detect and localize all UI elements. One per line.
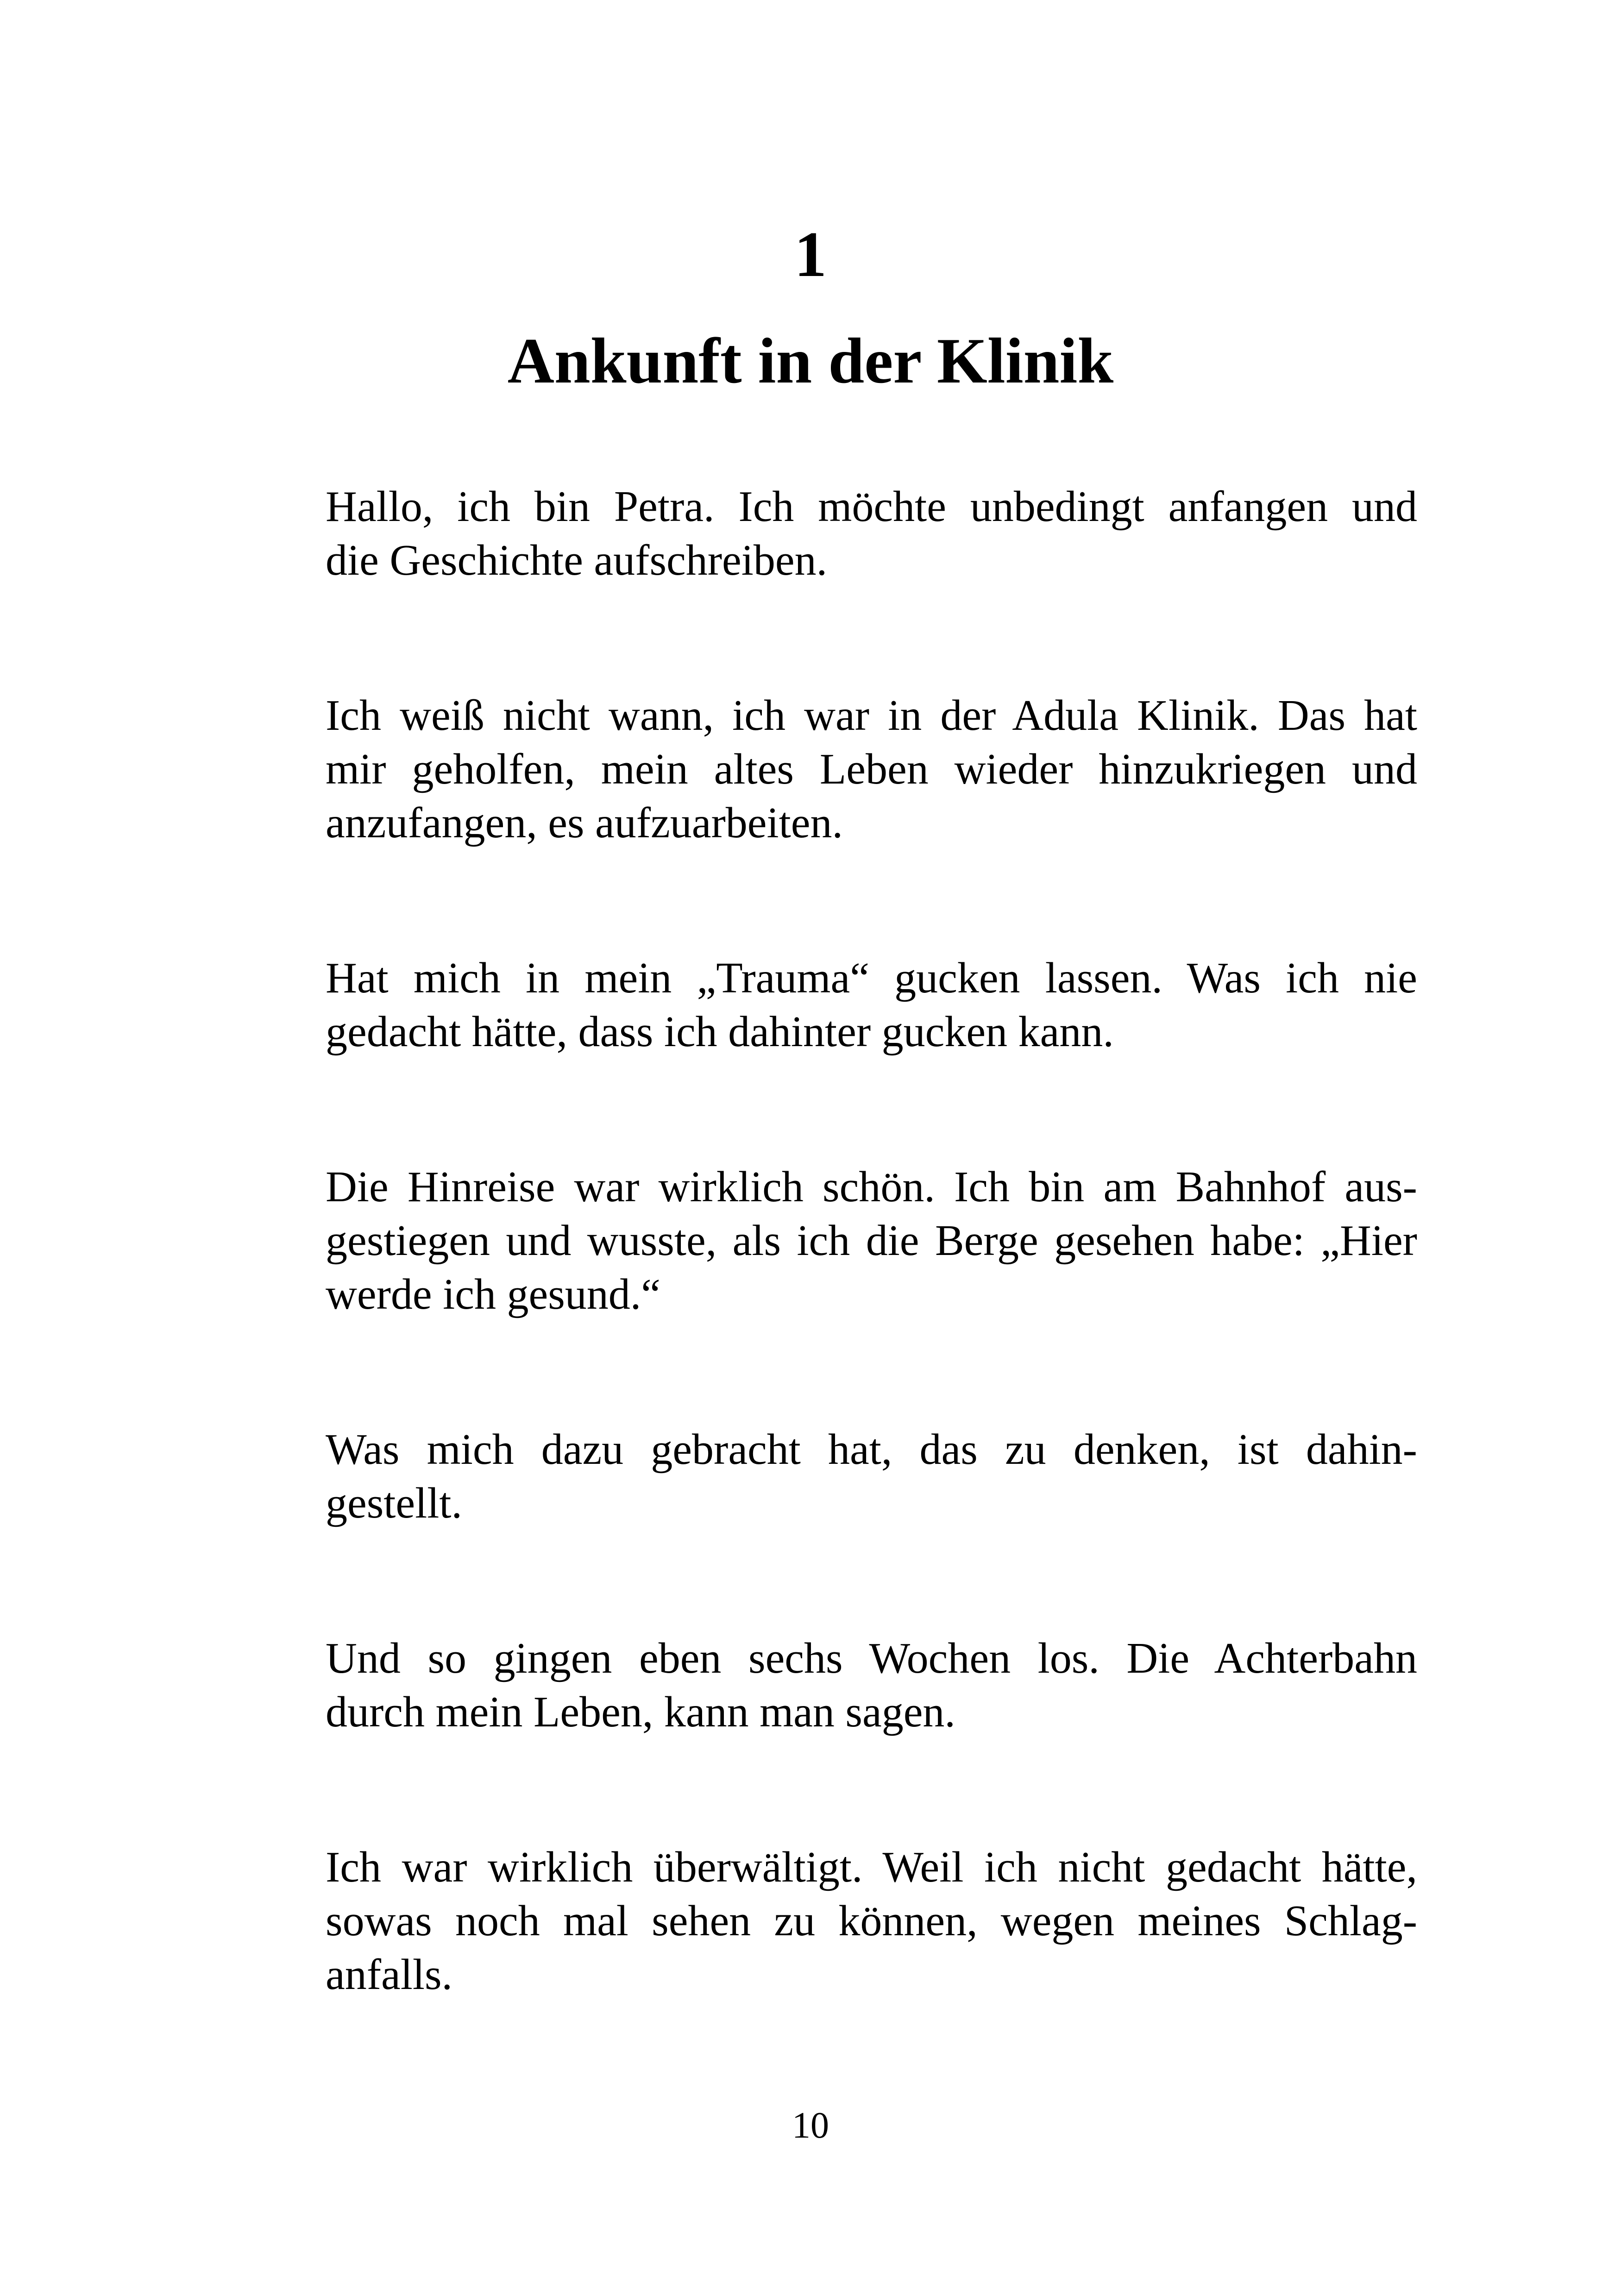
text-line: mir geholfen, mein altes Leben wieder hinzukriegen und <box>326 745 1417 793</box>
paragraph <box>271 1423 1417 1530</box>
paragraph <box>271 1840 1417 2001</box>
text-line: werde ich gesund.“ <box>326 1270 660 1318</box>
text-line: Was mich dazu gebracht hat, das zu denken, ist dahin- <box>326 1425 1417 1474</box>
page-number: 10 <box>792 2105 829 2146</box>
text-line: anzufangen, es aufzuarbeiten. <box>326 799 843 847</box>
text-line: gestiegen und wusste, als ich die Berge gesehen habe: „Hier <box>326 1217 1417 1265</box>
paragraph <box>271 1160 1417 1321</box>
text-line: durch mein Leben, kann man sagen. <box>326 1688 955 1736</box>
paragraph <box>271 480 1417 587</box>
text-line: anfalls. <box>326 1951 453 1999</box>
paragraph <box>271 1631 1417 1739</box>
text-line: die Geschichte aufschreiben. <box>326 536 828 584</box>
text-line: Die Hinreise war wirklich schön. Ich bin am Bahnhof aus- <box>326 1163 1417 1211</box>
text-line: Hat mich in mein „Trauma“ gucken lassen. Was ich nie <box>326 954 1417 1002</box>
text-line: sowas noch mal sehen zu können, wegen meines Schlag- <box>326 1897 1417 1945</box>
text-line: Und so gingen eben sechs Wochen los. Die Achterbahn <box>326 1634 1417 1682</box>
chapter-title: Ankunft in der Klinik <box>507 325 1114 397</box>
body-text <box>271 480 1417 2103</box>
text-line: Hallo, ich bin Petra. Ich möchte unbedingt anfangen und <box>326 483 1417 531</box>
text-line: Ich war wirklich überwältigt. Weil ich nicht gedacht hätte, <box>326 1843 1417 1891</box>
paragraph <box>271 689 1417 850</box>
text-line: Ich weiß nicht wann, ich war in der Adula Klinik. Das hat <box>326 691 1417 740</box>
text-line: gedacht hätte, dass ich dahinter gucken kann. <box>326 1008 1114 1056</box>
chapter-number: 1 <box>794 219 827 290</box>
paragraph <box>271 951 1417 1059</box>
text-line: gestellt. <box>326 1479 462 1527</box>
